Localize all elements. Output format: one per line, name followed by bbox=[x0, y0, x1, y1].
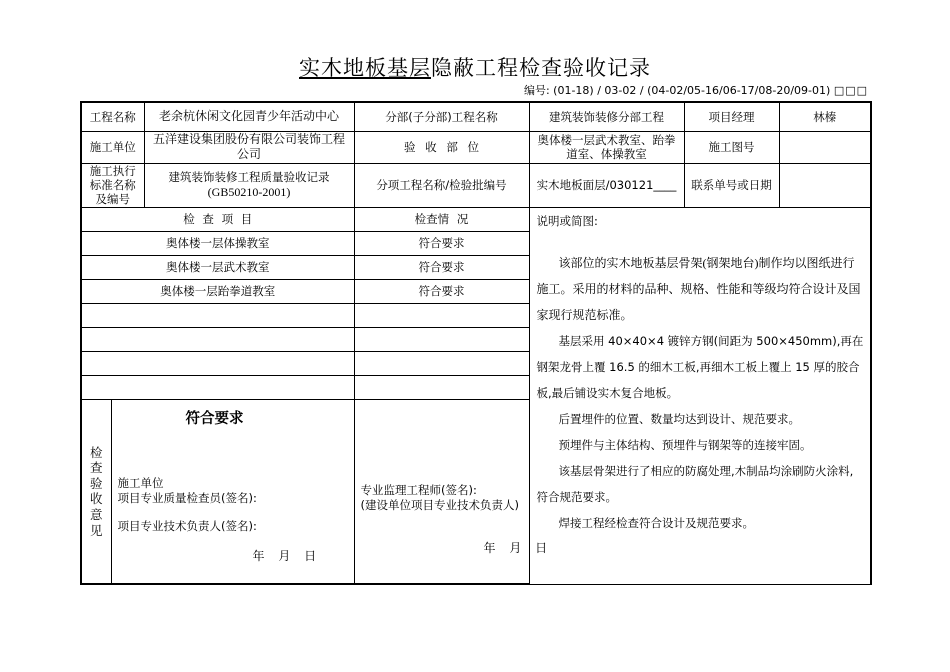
contractor-label: 施工单位 bbox=[81, 131, 144, 163]
check-status: 符合要求 bbox=[354, 255, 529, 279]
drawing-value bbox=[779, 131, 871, 163]
location-label: 验 收 部 位 bbox=[354, 131, 529, 163]
check-status bbox=[354, 303, 529, 327]
check-item bbox=[81, 303, 354, 327]
check-status: 符合要求 bbox=[354, 279, 529, 303]
subproject-value: 建筑装饰装修分部工程 bbox=[529, 102, 684, 131]
number-boxes: □□□ bbox=[833, 84, 868, 97]
subproject-label: 分部(子分部)工程名称 bbox=[354, 102, 529, 131]
contractor-opinion-cell bbox=[111, 399, 354, 584]
inspection-form-table bbox=[80, 101, 872, 585]
notes-cell bbox=[529, 207, 871, 584]
page-title bbox=[0, 52, 950, 82]
note-paragraph: 该基层骨架进行了相应的防腐处理,木制品均涂刷防火涂料,符合规范要求。 bbox=[536, 464, 854, 504]
check-status-header: 检查情 况 bbox=[354, 207, 529, 231]
manager-value: 林榛 bbox=[779, 102, 871, 131]
title-rest: 隐蔽工程检查验收记录 bbox=[431, 56, 651, 80]
note-paragraph: 预埋件与主体结构、预埋件与钢架等的连接牢固。 bbox=[558, 438, 812, 452]
notes-heading: 说明或简图: bbox=[536, 213, 598, 228]
location-value: 奥体楼一层武术教室、跆拳道室、体操教室 bbox=[529, 131, 684, 163]
check-status bbox=[354, 351, 529, 375]
project-name-label: 工程名称 bbox=[81, 102, 144, 131]
unit-label: 施工单位 bbox=[117, 475, 164, 490]
supervisor-opinion-cell bbox=[354, 399, 548, 584]
check-item: 奥体楼一层武术教室 bbox=[81, 255, 354, 279]
check-item bbox=[81, 351, 354, 375]
title-underlined-part: 实木地板基层 bbox=[299, 56, 431, 80]
owner-rep-label: (建设单位项目专业技术负责人) bbox=[360, 497, 519, 512]
standard-label: 施工执行标准名称及编号 bbox=[81, 163, 144, 207]
date-right: 年 月 日 bbox=[483, 540, 548, 555]
standard-line2: (GB50210-2001) bbox=[207, 184, 291, 199]
verdict: 符合要求 bbox=[185, 410, 244, 427]
number-value: (01-18) / 03-02 / (04-02/05-16/06-17/08-20/09-01) bbox=[553, 84, 831, 97]
contact-value bbox=[779, 163, 871, 207]
check-item: 奥体楼一层体操教室 bbox=[81, 231, 354, 255]
note-paragraph: 后置埋件的位置、数量均达到设计、规范要求。 bbox=[558, 412, 800, 426]
tech-lead-signature-label: 项目专业技术负责人(签名): bbox=[117, 518, 257, 533]
check-status bbox=[354, 375, 529, 399]
check-status bbox=[354, 327, 529, 351]
standard-line1: 建筑装饰装修工程质量验收记录 bbox=[168, 170, 330, 185]
supervisor-signature-label: 专业监理工程师(签名): bbox=[360, 482, 477, 497]
note-paragraph: 基层采用 40×40×4 镀锌方钢(间距为 500×450mm),再在钢架龙骨上覆 16.5 的细木工板,再细木工板上覆上 15 厚的胶合板,最后铺设实木复合地板。 bbox=[536, 334, 864, 400]
opinion-label bbox=[81, 399, 111, 584]
manager-label: 项目经理 bbox=[684, 102, 779, 131]
date-left: 年 月 日 bbox=[252, 548, 317, 563]
item-value: 实木地板面层/030121____ bbox=[529, 163, 684, 207]
opinion-label-text: 检查验收意见 bbox=[89, 444, 103, 538]
note-paragraph: 该部位的实木地板基层骨架(钢架地台)制作均以图纸进行施工。采用的材料的品种、规格、性能和等级均符合设计及国家现行规范标准。 bbox=[536, 256, 861, 322]
check-item: 奥体楼一层跆拳道教室 bbox=[81, 279, 354, 303]
contact-label: 联系单号或日期 bbox=[684, 163, 779, 207]
project-name-value: 老余杭休闲文化园青少年活动中心 bbox=[144, 102, 354, 131]
check-status: 符合要求 bbox=[354, 231, 529, 255]
check-item bbox=[81, 375, 354, 399]
inspector-signature-label: 项目专业质量检查员(签名): bbox=[117, 490, 257, 505]
record-number-line bbox=[470, 82, 868, 98]
number-label: 编号: bbox=[523, 84, 550, 97]
contractor-value: 五洋建设集团股份有限公司装饰工程公司 bbox=[144, 131, 354, 163]
standard-value bbox=[144, 163, 354, 207]
item-label: 分项工程名称/检验批编号 bbox=[354, 163, 529, 207]
note-paragraph: 焊接工程经检查符合设计及规范要求。 bbox=[558, 516, 754, 530]
drawing-label: 施工图号 bbox=[684, 131, 779, 163]
check-item bbox=[81, 327, 354, 351]
check-items-header: 检 查 项 目 bbox=[81, 207, 354, 231]
